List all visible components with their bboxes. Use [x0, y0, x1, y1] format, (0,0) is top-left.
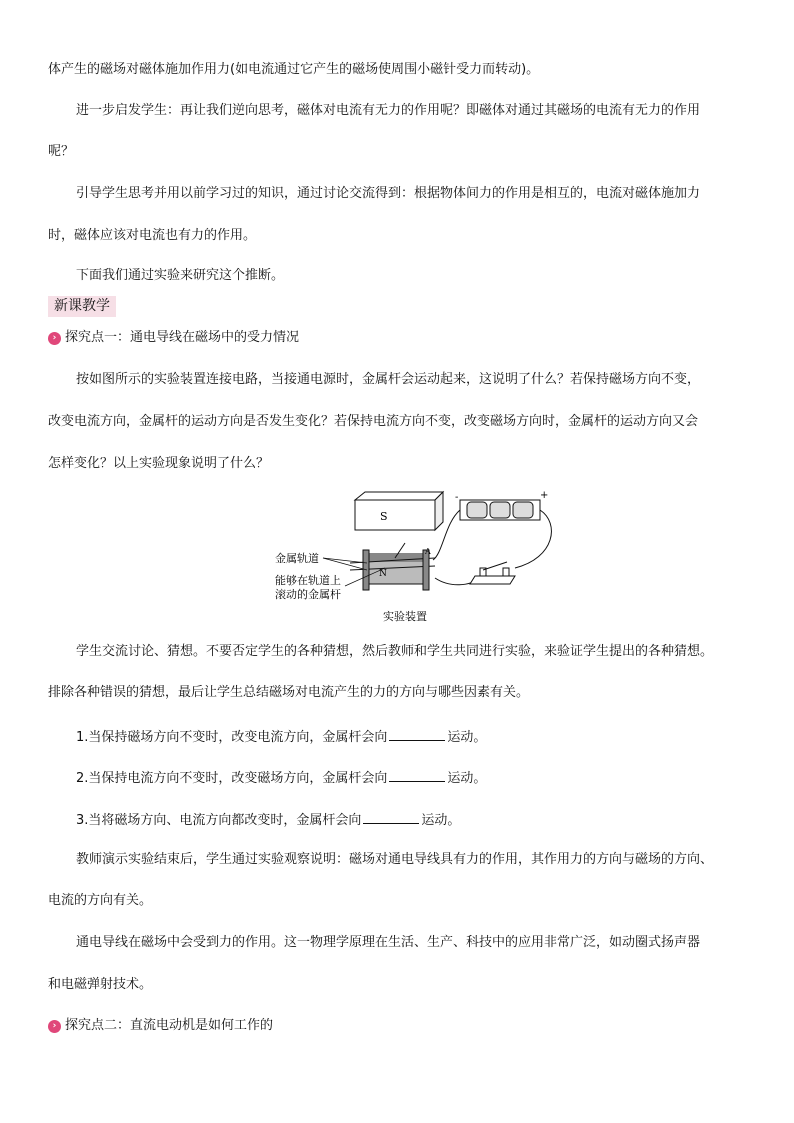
paragraph-4: 下面我们通过实验来研究这个推断。	[76, 268, 285, 283]
explore-heading-1	[48, 330, 299, 346]
answer-blank-2[interactable]	[389, 769, 445, 782]
pole-s-label: S	[380, 510, 388, 523]
label-rod-1: 能够在轨道上	[275, 574, 341, 587]
section-title: 新课教学	[48, 296, 116, 317]
conclusion-line-3: 通电导线在磁场中会受到力的作用。这一物理学原理在生活、生产、科技中的应用非常广泛，如动圈式扬声器	[76, 935, 701, 950]
pole-n-label: N	[379, 569, 387, 579]
fill-item-2-suffix: 运动。	[447, 771, 487, 786]
label-rod-2: 滚动的金属杆	[275, 588, 341, 601]
fill-item-2-text: 2.当保持电流方向不变时，改变磁场方向，金属杆会向	[76, 771, 388, 786]
fill-item-2	[76, 769, 486, 787]
fill-item-1	[76, 728, 486, 746]
conclusion-line-4: 和电磁弹射技术。	[48, 977, 153, 992]
s-magnet	[355, 492, 443, 530]
explore-title-1: 探究点一：通电导线在磁场中的受力情况	[65, 330, 300, 345]
fill-item-3	[76, 811, 460, 829]
discussion-line-2: 排除各种错误的猜想，最后让学生总结磁场对电流产生的力的方向与哪些因素有关。	[48, 685, 530, 700]
explore-title-2: 探究点二：直流电动机是如何工作的	[65, 1018, 274, 1033]
battery-minus: -	[455, 492, 459, 503]
paragraph-2-line-2: 呢？	[48, 144, 75, 159]
question-line-3: 怎样变化？以上实验现象说明了什么？	[48, 456, 270, 471]
paragraph-1: 体产生的磁场对磁体施加作用力(如电流通过它产生的磁场使周围小磁针受力而转动)。	[48, 62, 540, 77]
rails	[350, 543, 435, 590]
paragraph-3-line-1: 引导学生思考并用以前学习过的知识，通过讨论交流得到：根据物体间力的作用是相互的，电流对磁体施加力	[76, 186, 701, 201]
discussion-line-1: 学生交流讨论、猜想。不要否定学生的各种猜想，然后教师和学生共同进行实验，来验证学生提出的各种猜想。	[76, 644, 714, 659]
label-rail: 金属轨道	[275, 552, 319, 565]
battery-plus: +	[540, 490, 549, 501]
chevron-right-icon: ›	[48, 332, 61, 345]
chevron-right-icon: ›	[48, 1020, 61, 1033]
figure-caption: 实验装置	[383, 610, 427, 623]
switch	[470, 562, 515, 584]
question-line-1: 按如图所示的实验装置连接电路，当接通电源时，金属杆会运动起来，这说明了什么？若保持磁场方向不变，	[76, 372, 701, 387]
experiment-figure	[275, 488, 575, 628]
terminal-a-label: A	[425, 547, 431, 556]
battery	[455, 490, 548, 520]
question-line-2: 改变电流方向，金属杆的运动方向是否发生变化？若保持电流方向不变，改变磁场方向时，金属杆的运动方向又会	[48, 414, 699, 429]
fill-item-1-text: 1.当保持磁场方向不变时，改变电流方向，金属杆会向	[76, 730, 388, 745]
fill-item-3-text: 3.当将磁场方向、电流方向都改变时，金属杆会向	[76, 813, 362, 828]
conclusion-line-1: 教师演示实验结束后，学生通过实验观察说明：磁场对通电导线具有力的作用，其作用力的方向与磁场的方向、	[76, 852, 714, 867]
paragraph-2-line-1: 进一步启发学生：再让我们逆向思考，磁体对电流有无力的作用呢？即磁体对通过其磁场的电流有无力的作用	[76, 103, 701, 118]
answer-blank-1[interactable]	[389, 728, 445, 741]
fill-item-1-suffix: 运动。	[447, 730, 487, 745]
explore-heading-2	[48, 1018, 273, 1034]
answer-blank-3[interactable]	[363, 811, 419, 824]
conclusion-line-2: 电流的方向有关。	[48, 893, 153, 908]
fill-item-3-suffix: 运动。	[421, 813, 461, 828]
paragraph-3-line-2: 时，磁体应该对电流也有力的作用。	[48, 228, 257, 243]
